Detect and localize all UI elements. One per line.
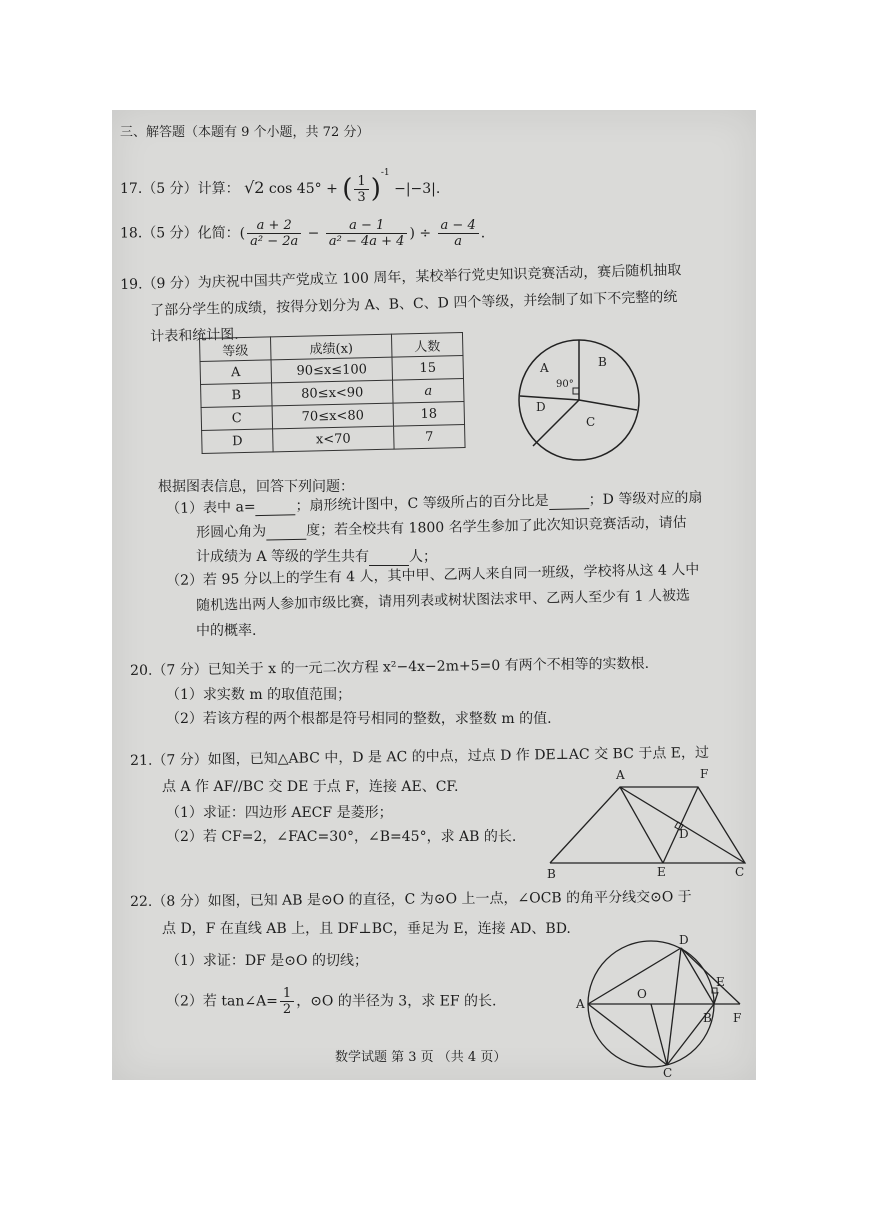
segment-df (681, 948, 740, 1004)
q22-part2: （2）若 tan∠A= $\frac{1}{2}$ ，⊙O 的半径为 3，求 EF 的长. (166, 986, 497, 1017)
section-title: 三、解答题（本题有 9 个小题，共 72 分） (120, 125, 370, 140)
point-d-label: D (679, 827, 689, 841)
q19-prompt: 根据图表信息，回答下列问题： (158, 479, 354, 495)
right-angle-mark (573, 388, 579, 394)
segment-dc (667, 948, 681, 1065)
segment-oc (651, 1004, 667, 1065)
point-a-label: A (616, 768, 625, 782)
q21-figure (545, 765, 750, 880)
point-e-label: E (657, 865, 666, 879)
segment-ac (588, 1004, 667, 1065)
page-footer: 数学试题 第 3 页 （共 4 页） (335, 1050, 507, 1065)
q21-part1: （1）求证：四边形 AECF 是菱形； (166, 805, 393, 821)
q19-part1-line2: 形圆心角为 度；若全校共有 1800 名学生参加了此次知识竞赛活动，请估 (196, 514, 687, 541)
q22-line1: 22.（8 分）如图，已知 AB 是⊙O 的直径，C 为⊙O 上一点，∠OCB 的角平分线交⊙O 于 (130, 889, 692, 910)
point-a-label: A (576, 997, 585, 1011)
q19-line2: 了部分学生的成绩，按得分划分为 A、B、C、D 四个等级，并绘制了如下不完整的统 (150, 289, 678, 319)
q21-line1: 21.（7 分）如图，已知△ABC 中，D 是 AC 的中点，过点 D 作 DE⊥AC 交 BC 于点 E，过 (130, 744, 710, 769)
table-row: B 80≤x<90 a (201, 379, 464, 408)
point-o-label: O (637, 987, 647, 1001)
q20-part2: （2）若该方程的两个根都是符号相同的整数，求整数 m 的值. (166, 711, 552, 727)
q22-figure (575, 933, 750, 1080)
pie-chart (518, 338, 643, 463)
question-18: 18.（5 分）化简：( $\frac{a + 2}{\text{a² − 2a}}$ − $\frac{a - 1}{\text{a² − 4a + 4}}$ ) ÷ $\frac{a - 4}{a}$ . (120, 218, 486, 249)
segment-db (681, 948, 714, 1004)
fraction-3: $\frac{a - 4}{a}$ (438, 218, 479, 249)
segment-be (714, 992, 718, 1004)
q21-line2: 点 A 作 AF//BC 交 DE 于点 F，连接 AE、CF. (162, 779, 459, 795)
pie-divider (579, 400, 637, 410)
q21-part2: （2）若 CF=2，∠FAC=30°，∠B=45°，求 AB 的长. (166, 829, 517, 845)
fraction-one-third: $\frac{1}{3}$ (354, 174, 368, 205)
q19-part1-line3: 计成绩为 A 等级的学生共有 人； (196, 549, 438, 565)
pie-label-a: A (540, 361, 549, 375)
fraction-1: $\frac{a + 2}{\text{a² − 2a}}$ (247, 218, 301, 249)
segment-ad (588, 948, 681, 1004)
fraction-2: $\frac{a - 1}{\text{a² − 4a + 4}}$ (326, 218, 408, 249)
point-f-label: F (700, 767, 709, 781)
fraction-one-half: $\frac{1}{2}$ (280, 986, 294, 1017)
q20-part1: （1）求实数 m 的取值范围； (166, 687, 352, 703)
blank-a-count (369, 551, 409, 566)
pie-divider (520, 396, 579, 400)
table-row: C 70≤x<80 18 (201, 402, 464, 431)
point-f-label: F (733, 1011, 742, 1025)
table-row: D x<70 7 (202, 424, 465, 453)
q19-line3: 计表和统计图. (150, 326, 239, 345)
trapezoid-outline (550, 787, 745, 863)
point-c-label: C (735, 865, 745, 879)
q20-line1: 20.（7 分）已知关于 x 的一元二次方程 x²−4x−2m+5=0 有两个不相等的实数根. (130, 655, 650, 679)
sqrt-two: √2 (244, 178, 265, 197)
pie-label-b: B (598, 355, 607, 369)
point-b-label: B (703, 1011, 712, 1025)
question-17: 17.（5 分）计算： √2 cos 45° + ( $\frac{1}{3}$ )$^{-1}$ −|−3|. (120, 168, 441, 205)
q19-part2-line1: （2）若 95 分以上的学生有 4 人，其中甲、乙两人来自同一班级，学校将从这 4 人中 (166, 561, 700, 589)
point-b-label: B (547, 867, 556, 881)
q19-part1-line1: （1）表中 a= ；扇形统计图中，C 等级所占的百分比是 ；D 等级对应的扇 (166, 489, 703, 517)
q19-part2-line3: 中的概率. (196, 623, 257, 639)
point-d-label: D (679, 933, 689, 947)
q19-part2-line2: 随机选出两人参加市级比赛，请用列表或树状图法求甲、乙两人至少有 1 人被选 (196, 587, 691, 614)
point-e-label: E (716, 975, 725, 989)
q22-line2: 点 D，F 在直线 AB 上，且 DF⊥BC，垂足为 E，连接 AD、BD. (162, 921, 571, 937)
blank-c-percent (549, 494, 589, 510)
segment-fe (663, 787, 698, 863)
blank-a (255, 500, 295, 516)
pie-angle-label: 90° (556, 379, 574, 390)
table-row: A 90≤x≤100 15 (200, 356, 463, 385)
blank-d-angle (266, 525, 306, 541)
grade-table (199, 332, 466, 454)
table-header-row: 等级 成绩(x) 人数 (200, 333, 463, 362)
pie-label-c: C (586, 415, 596, 429)
point-c-label: C (663, 1066, 673, 1080)
q22-part1: （1）求证：DF 是⊙O 的切线； (166, 953, 368, 969)
q19-line1: 19.（9 分）为庆祝中国共产党成立 100 周年，某校举行党史知识竞赛活动，赛后随机抽取 (120, 262, 682, 293)
pie-label-d: D (536, 400, 546, 414)
segment-ae (620, 787, 663, 863)
